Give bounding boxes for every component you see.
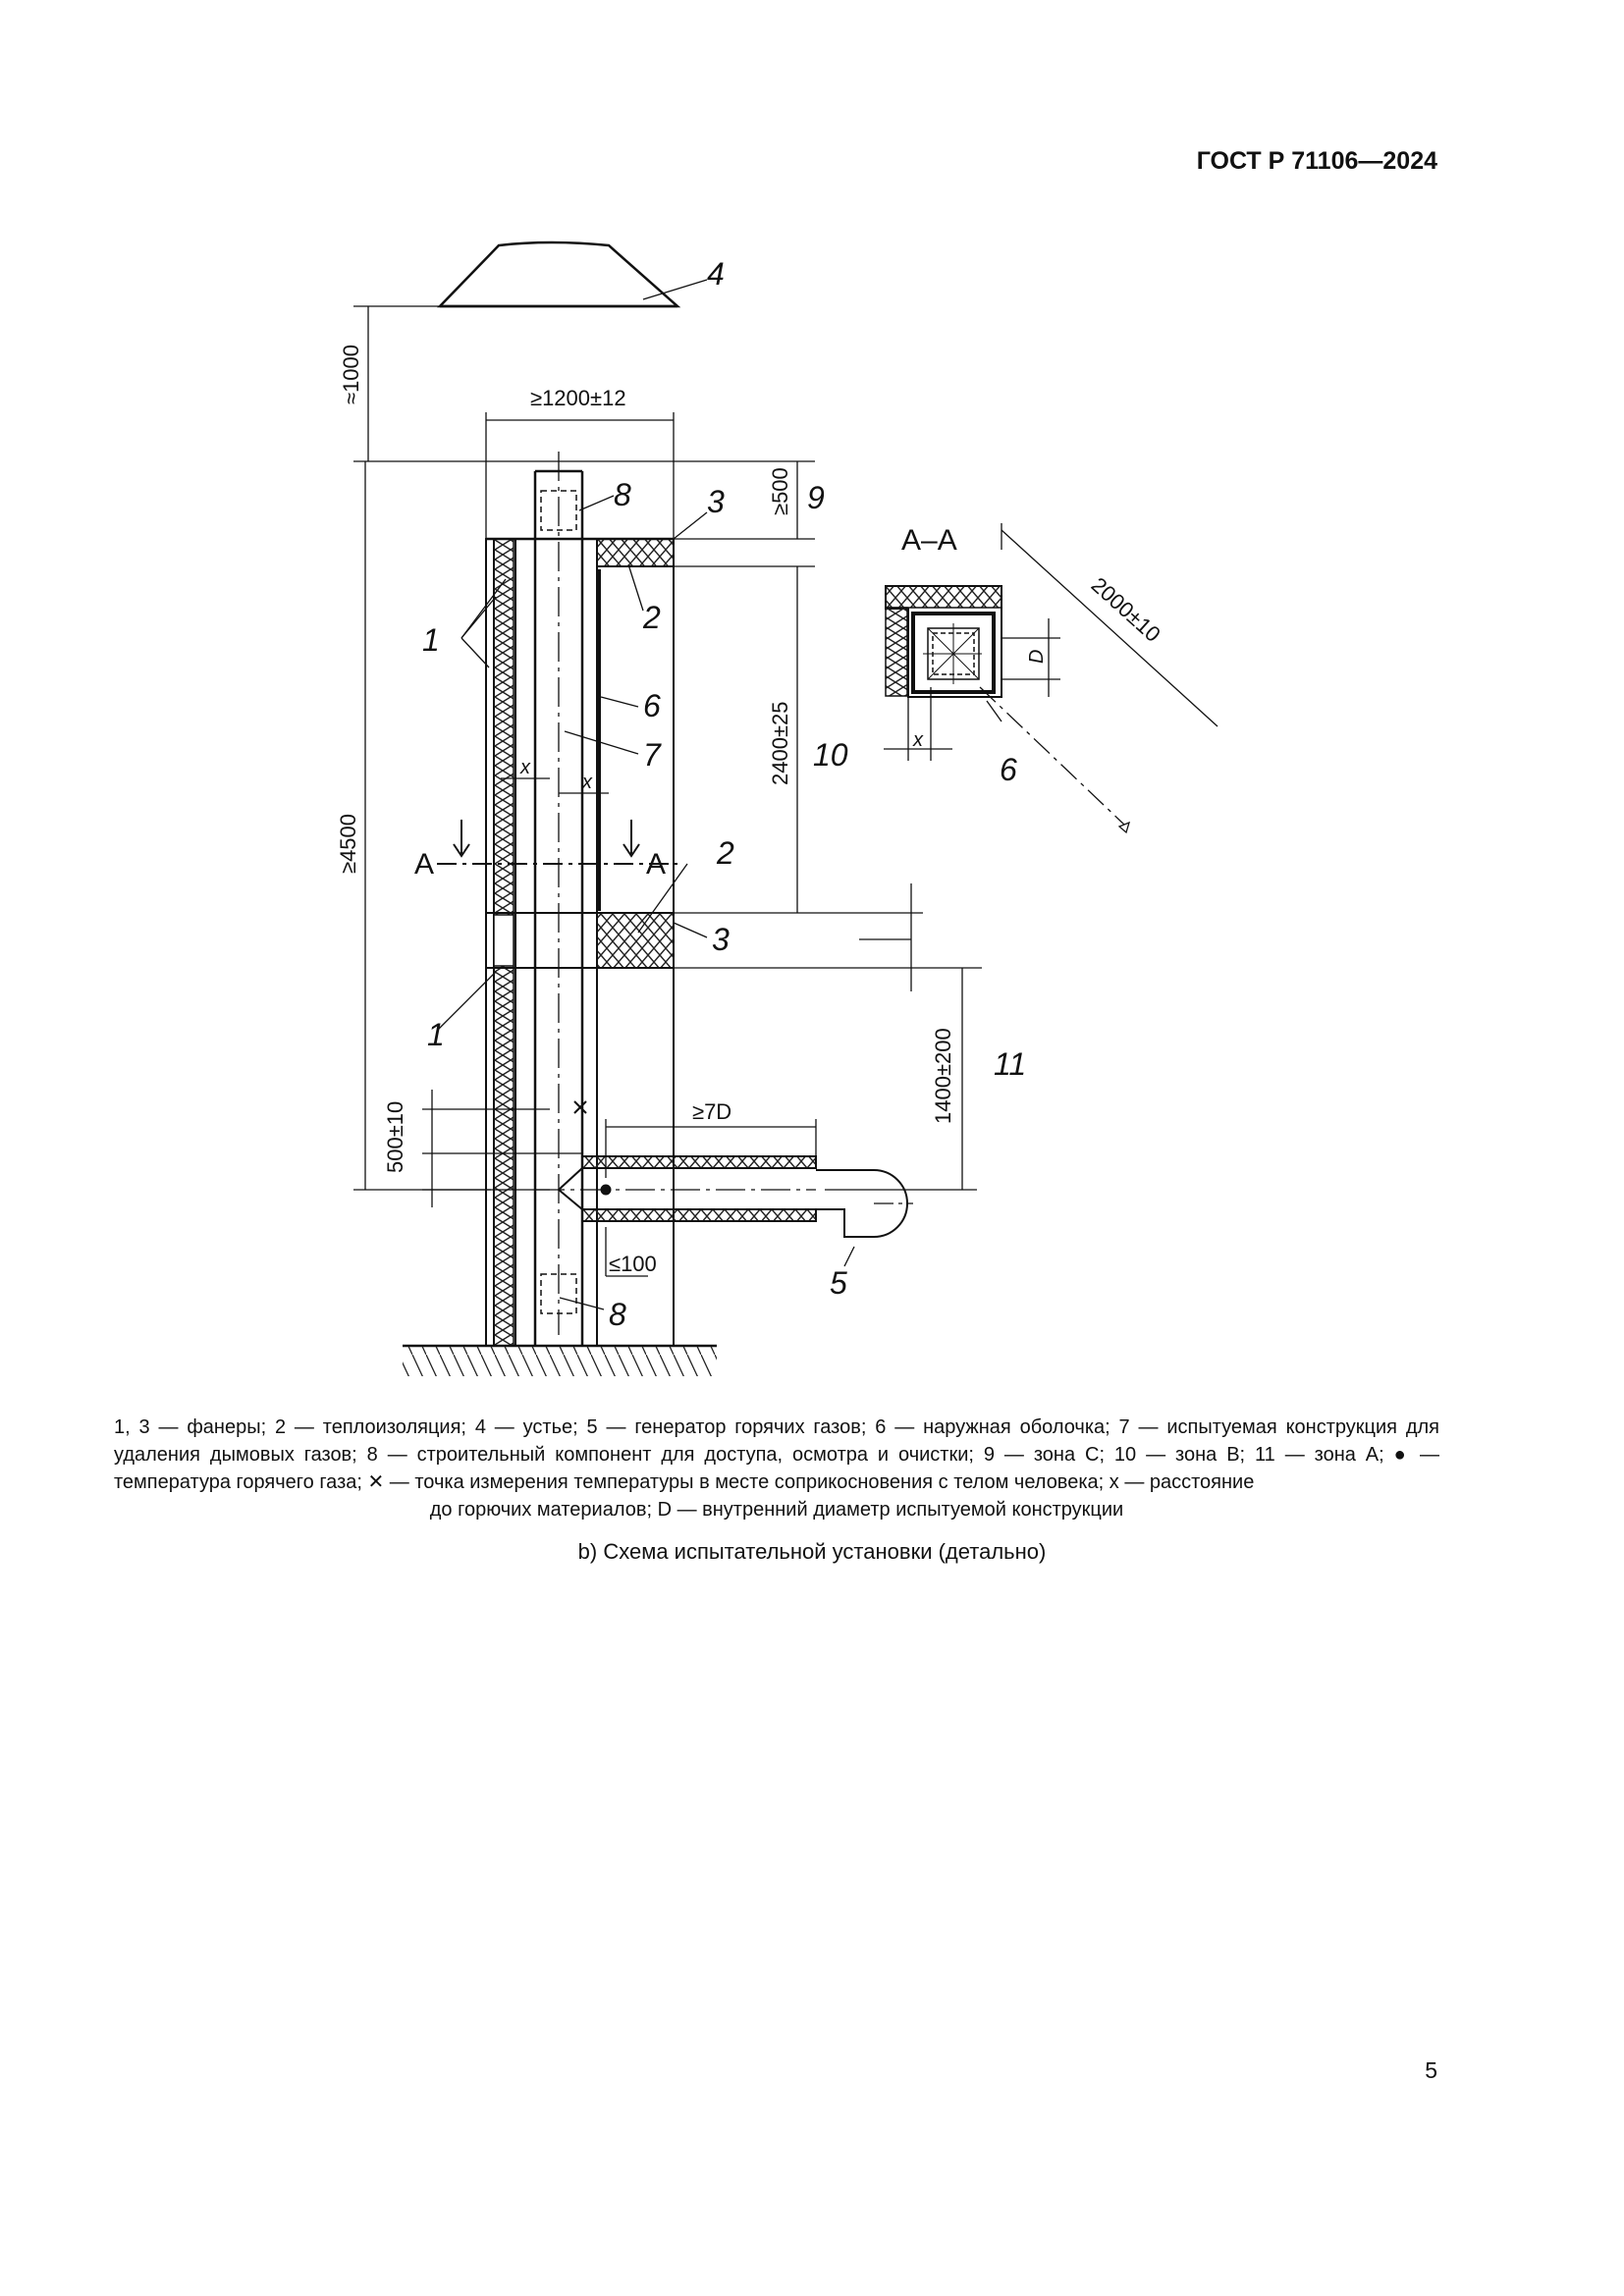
page-number: 5 (1425, 2057, 1437, 2083)
dimension-lines (353, 306, 982, 1276)
label-7: 7 (643, 737, 661, 773)
dim-width: ≥1200±12 (530, 386, 626, 410)
dim-horizontal: ≥7D (692, 1099, 732, 1124)
figure-legend (114, 1414, 1439, 1523)
dim-zone-b: 2400±25 (768, 701, 792, 785)
label-9: 9 (807, 480, 825, 515)
dim-measure-height: 500±10 (383, 1100, 407, 1173)
test-flue (535, 452, 582, 1346)
legend-line-1: 1, 3 — фанеры; 2 — теплоизоляция; 4 — устье; 5 — генератор горячих газов; 6 — наружная оболочка; 7 — испытуемая конструкция (114, 1416, 1397, 1438)
label-10: 10 (813, 737, 848, 773)
legend-line-2: для удаления дымовых газов; 8 — строительный компонент для доступа, осмотра и очистки; 9 — зона С; 10 — зона В; 11 — зона А; (114, 1416, 1439, 1466)
hot-gas-generator (816, 1170, 913, 1237)
section-line-aa (437, 820, 677, 864)
label-2-top: 2 (643, 600, 661, 635)
dim-d: D (1026, 649, 1048, 664)
label-1-bottom: 1 (427, 1017, 445, 1052)
right-wall (597, 539, 674, 1346)
legend-line-4: до горючих материалов; D — внутренний диаметр испытуемой конструкции (429, 1499, 1124, 1521)
dim-x-right: x (582, 772, 592, 793)
document-number: ГОСТ Р 71106—2024 (1196, 147, 1437, 175)
dim-clearance: ≤100 (609, 1252, 657, 1276)
label-3-top: 3 (707, 484, 725, 519)
section-title: А–А (901, 524, 957, 557)
label-11: 11 (994, 1046, 1027, 1082)
label-8-bottom: 8 (609, 1297, 626, 1332)
dim-x-section: x (913, 729, 923, 751)
legend-line-3: ● — температура горячего газа; ✕ — точка измерения температуры в месте соприкосновения с телом человека; x — расстояние (114, 1444, 1440, 1493)
dim-height-total: ≥4500 (336, 813, 360, 874)
label-6-section: 6 (1000, 752, 1017, 787)
section-mark-right: А (646, 848, 667, 881)
dim-section-len: 2000±10 (1086, 572, 1165, 647)
label-6: 6 (643, 688, 661, 723)
section-view-aa (884, 523, 1218, 832)
dim-zone-a: 1400±200 (931, 1028, 955, 1124)
label-8-top: 8 (614, 477, 631, 512)
dim-x-left: x (520, 757, 530, 778)
ground-hatch (403, 1346, 717, 1376)
figure-subtitle: b) Схема испытательной установки (детально) (577, 1539, 1047, 1564)
label-5: 5 (830, 1265, 847, 1301)
dim-top-gap: ≈1000 (339, 344, 363, 404)
left-wall (486, 539, 515, 1346)
label-3-mid: 3 (712, 922, 730, 957)
dim-zone-c: ≥500 (768, 467, 792, 515)
label-4: 4 (707, 256, 725, 292)
chimney-outlet (440, 242, 677, 306)
horizontal-connector (535, 1156, 816, 1221)
measure-cross-icon (574, 1101, 586, 1113)
label-1-top: 1 (422, 622, 440, 658)
label-2-mid: 2 (717, 835, 734, 871)
section-mark-left: А (414, 848, 435, 881)
